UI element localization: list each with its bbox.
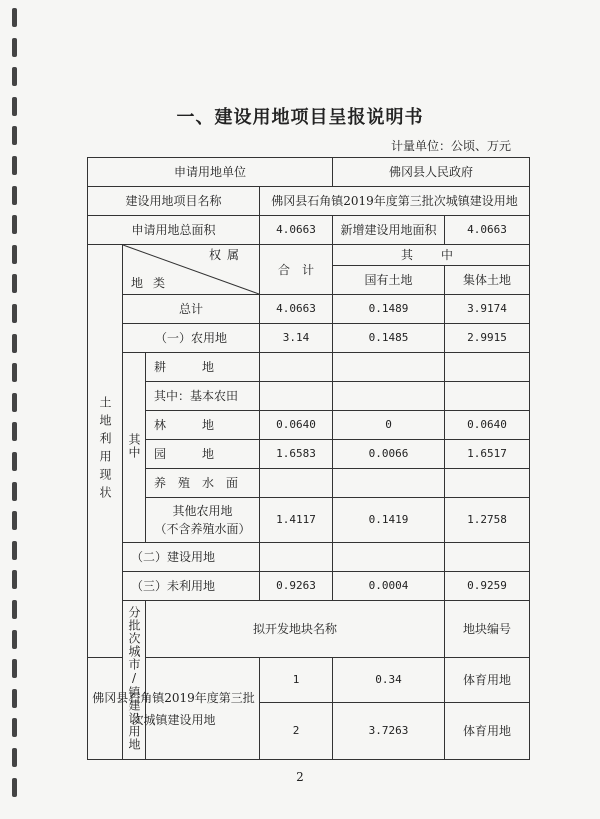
table-row bbox=[88, 543, 530, 572]
binding-hole bbox=[12, 215, 17, 234]
plot-1-use: 体育用地 bbox=[445, 658, 530, 703]
row-label-construction: （二）建设用地 bbox=[123, 543, 260, 572]
collective-header: 集体土地 bbox=[445, 266, 530, 295]
other-total: 1.4117 bbox=[260, 498, 333, 543]
table-row bbox=[88, 498, 530, 543]
batch-side-text: 分批次城市/镇建设用地 bbox=[127, 606, 141, 751]
construction-collective bbox=[445, 543, 530, 572]
table-row bbox=[88, 440, 530, 469]
binding-hole bbox=[12, 452, 17, 471]
unused-state: 0.0004 bbox=[333, 572, 445, 601]
binding-hole bbox=[12, 245, 17, 264]
aqua-collective bbox=[445, 469, 530, 498]
arable-state bbox=[333, 353, 445, 382]
binding-hole bbox=[12, 422, 17, 441]
other-collective: 1.2758 bbox=[445, 498, 530, 543]
row-label-unused: （三）未利用地 bbox=[123, 572, 260, 601]
project-label: 建设用地项目名称 bbox=[88, 187, 260, 216]
other-state: 0.1419 bbox=[333, 498, 445, 543]
land-status-side-text: 土地利用现状 bbox=[98, 395, 112, 504]
binding-hole bbox=[12, 393, 17, 412]
binding-hole bbox=[12, 8, 17, 27]
page-number: 2 bbox=[296, 770, 304, 784]
forest-collective: 0.0640 bbox=[445, 411, 530, 440]
binding-hole bbox=[12, 570, 17, 589]
table-row bbox=[88, 572, 530, 601]
basic-total bbox=[260, 382, 333, 411]
plot-2-no: 2 bbox=[260, 703, 333, 760]
binding-hole bbox=[12, 482, 17, 501]
unused-collective: 0.9259 bbox=[445, 572, 530, 601]
row-label-farm: （一）农用地 bbox=[123, 324, 260, 353]
forest-state: 0 bbox=[333, 411, 445, 440]
row-label-other bbox=[146, 498, 260, 543]
table-row bbox=[88, 469, 530, 498]
binding-hole bbox=[12, 718, 17, 737]
state-owned-header: 国有土地 bbox=[333, 266, 445, 295]
garden-collective: 1.6517 bbox=[445, 440, 530, 469]
among-header: 其 中 bbox=[333, 245, 530, 266]
basic-state bbox=[333, 382, 445, 411]
plot-2-use: 体育用地 bbox=[445, 703, 530, 760]
binding-hole bbox=[12, 156, 17, 175]
plot-1-area: 0.34 bbox=[333, 658, 445, 703]
row-label-garden: 园 地 bbox=[146, 440, 260, 469]
total-area-value: 4.0663 bbox=[260, 216, 333, 245]
aqua-state bbox=[333, 469, 445, 498]
basic-collective bbox=[445, 382, 530, 411]
unit-label: 计量单位：公顷、万元 bbox=[390, 139, 511, 153]
binding-hole bbox=[12, 186, 17, 205]
binding-hole bbox=[12, 748, 17, 767]
new-area-label: 新增建设用地面积 bbox=[333, 216, 445, 245]
project-statement-table bbox=[87, 157, 530, 760]
row-label-total: 总计 bbox=[123, 295, 260, 324]
binding-hole bbox=[12, 67, 17, 86]
applicant-value: 佛冈县人民政府 bbox=[333, 158, 530, 187]
plot-no-header: 地块编号 bbox=[445, 601, 530, 658]
table-row bbox=[88, 382, 530, 411]
total-col-header: 合 计 bbox=[260, 245, 333, 295]
row-label-aqua: 养 殖 水 面 bbox=[146, 469, 260, 498]
table-row bbox=[88, 216, 530, 245]
plot-1-no: 1 bbox=[260, 658, 333, 703]
forest-total: 0.0640 bbox=[260, 411, 333, 440]
binding-hole bbox=[12, 630, 17, 649]
total-state: 0.1489 bbox=[333, 295, 445, 324]
table-row bbox=[88, 658, 530, 703]
other-label-line1: 其他农用地 bbox=[172, 504, 233, 518]
table-row bbox=[88, 411, 530, 440]
subgroup-label bbox=[123, 353, 146, 543]
plot-name-header: 拟开发地块名称 bbox=[146, 601, 445, 658]
row-label-arable: 耕 地 bbox=[146, 353, 260, 382]
table-row bbox=[88, 324, 530, 353]
binding-hole bbox=[12, 334, 17, 353]
diag-top-label: 权属 bbox=[208, 248, 245, 262]
binding-hole bbox=[12, 363, 17, 382]
binding-hole bbox=[12, 541, 17, 560]
other-label-line2: （不含养殖水面） bbox=[154, 522, 251, 536]
page-title: 一、建设用地项目呈报说明书 bbox=[176, 107, 424, 128]
applicant-label: 申请用地单位 bbox=[88, 158, 333, 187]
total-total: 4.0663 bbox=[260, 295, 333, 324]
subgroup-text: 其中 bbox=[127, 433, 141, 459]
binding-hole bbox=[12, 38, 17, 57]
table-row bbox=[88, 158, 530, 187]
farm-total: 3.14 bbox=[260, 324, 333, 353]
aqua-total bbox=[260, 469, 333, 498]
plot-2-area: 3.7263 bbox=[333, 703, 445, 760]
farm-collective: 2.9915 bbox=[445, 324, 530, 353]
garden-total: 1.6583 bbox=[260, 440, 333, 469]
project-value: 佛冈县石角镇2019年度第三批次城镇建设用地 bbox=[260, 187, 530, 216]
plot-name: 佛冈县石角镇2019年度第三批次城镇建设用地 bbox=[88, 658, 260, 760]
new-area-value: 4.0663 bbox=[445, 216, 530, 245]
table-row bbox=[88, 601, 530, 658]
total-area-label: 申请用地总面积 bbox=[88, 216, 260, 245]
diag-bottom-label: 地类 bbox=[131, 276, 176, 290]
construction-state bbox=[333, 543, 445, 572]
arable-total bbox=[260, 353, 333, 382]
binding-hole bbox=[12, 511, 17, 530]
table-row bbox=[88, 295, 530, 324]
binding-hole bbox=[12, 659, 17, 678]
table-row bbox=[88, 187, 530, 216]
farm-state: 0.1485 bbox=[333, 324, 445, 353]
row-label-basic: 其中：基本农田 bbox=[146, 382, 260, 411]
diagonal-header bbox=[123, 245, 260, 295]
binding-hole bbox=[12, 600, 17, 619]
land-status-side-label bbox=[88, 245, 123, 658]
row-label-forest: 林 地 bbox=[146, 411, 260, 440]
construction-total bbox=[260, 543, 333, 572]
arable-collective bbox=[445, 353, 530, 382]
table-row bbox=[88, 353, 530, 382]
binding-hole bbox=[12, 274, 17, 293]
binding-hole bbox=[12, 304, 17, 323]
unused-total: 0.9263 bbox=[260, 572, 333, 601]
garden-state: 0.0066 bbox=[333, 440, 445, 469]
binding-hole bbox=[12, 689, 17, 708]
table-row bbox=[88, 245, 530, 266]
binding-hole bbox=[12, 126, 17, 145]
total-collective: 3.9174 bbox=[445, 295, 530, 324]
